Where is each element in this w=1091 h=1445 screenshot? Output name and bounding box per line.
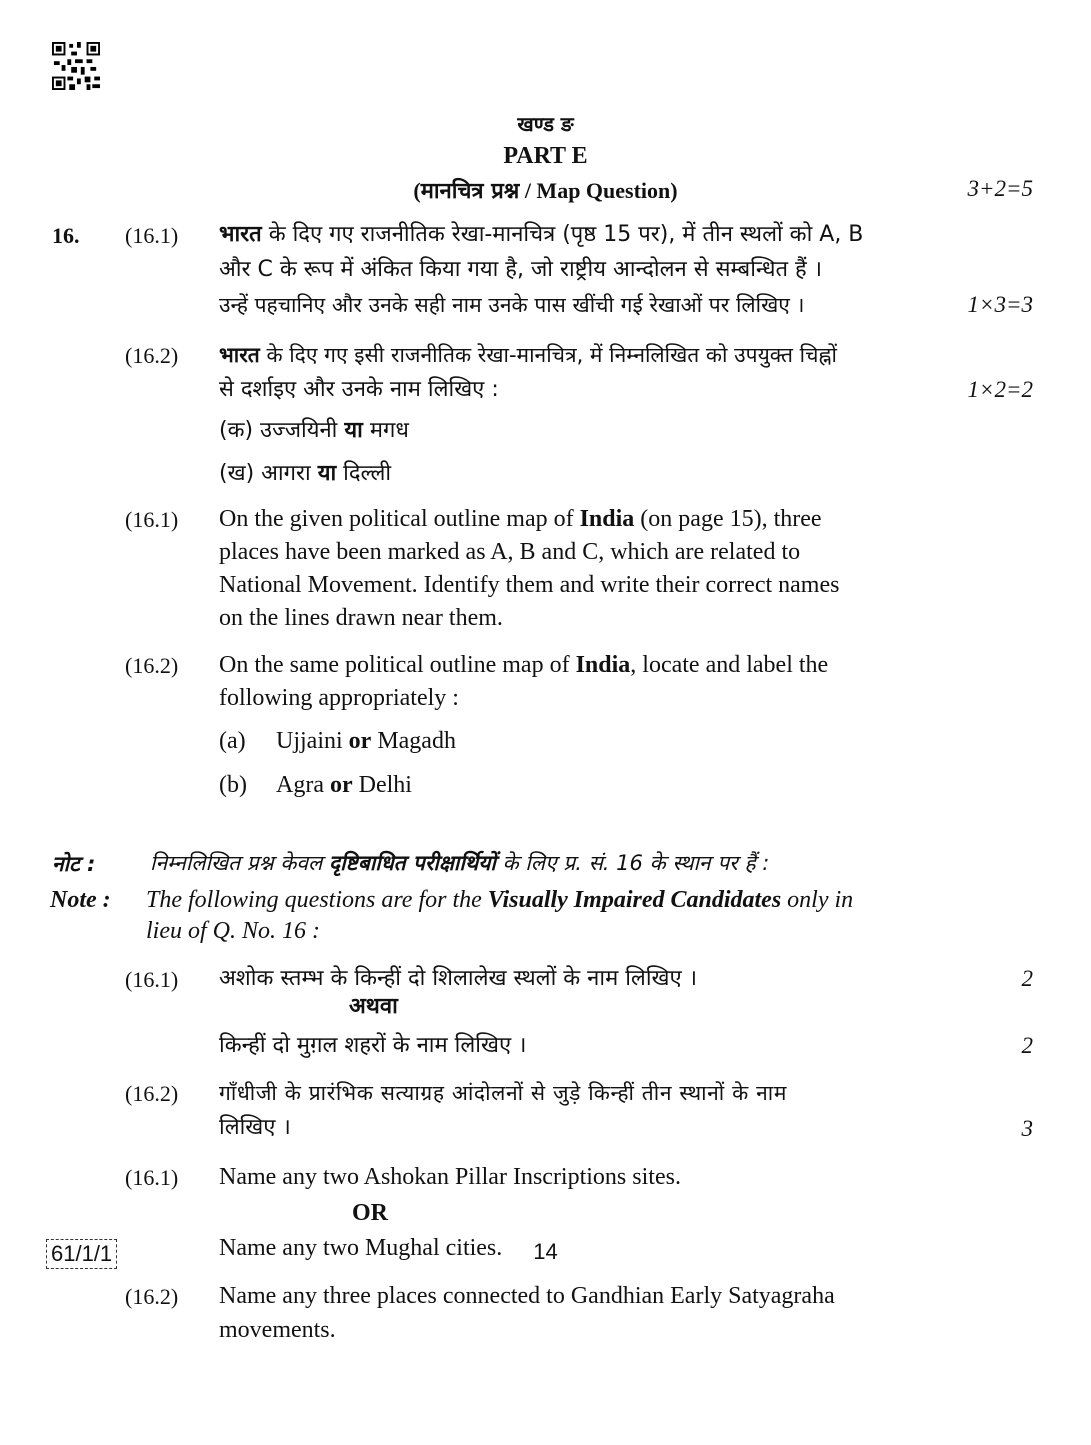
subtitle-hindi: मानचित्र प्रश्न bbox=[420, 179, 520, 204]
vi-16-2-hindi-label: (16.2) bbox=[125, 1081, 179, 1106]
q16-2-english-line1: On the same political outline map of India, locate and label the bbox=[219, 652, 829, 678]
q16-1-hindi-line1: भारत के दिए गए राजनीतिक रेखा-मानचित्र (पृष्ठ 15 पर), में तीन स्थलों को A, B bbox=[219, 222, 864, 247]
q16-1-marks: 1×3=3 bbox=[967, 292, 1033, 317]
q16-2-option-b: Agra or Delhi bbox=[276, 772, 412, 798]
q16-2-hindi-option-b: (ख) आगरा या दिल्ली bbox=[219, 461, 392, 486]
note-label-hindi: नोट : bbox=[52, 852, 96, 876]
vi-16-1-english-text: Name any two Ashokan Pillar Inscriptions sites. bbox=[219, 1164, 681, 1190]
subtitle-english: / Map Question bbox=[519, 178, 671, 203]
vi-16-1-hindi-alt: किन्हीं दो मुग़ल शहरों के नाम लिखिए । bbox=[219, 1033, 527, 1058]
q16-1-english-line1: On the given political outline map of India (on page 15), three bbox=[219, 506, 822, 532]
vi-16-2-english-label: (16.2) bbox=[125, 1284, 179, 1309]
note-label-english: Note : bbox=[50, 887, 111, 913]
q16-2-option-a-label: (a) bbox=[219, 728, 246, 754]
vi-16-2-hindi-line1: गाँधीजी के प्रारंभिक सत्याग्रह आंदोलनों से जुड़े किन्हीं तीन स्थानों के नाम bbox=[219, 1081, 787, 1105]
paper-code: 61/1/1 bbox=[46, 1239, 117, 1269]
subtitle-open: ( bbox=[413, 178, 421, 203]
note-text-english-line1: The following questions are for the Visually Impaired Candidates only in bbox=[146, 887, 854, 913]
q16-2-english-line2: following appropriately : bbox=[219, 685, 459, 711]
q16-1-english-line4: on the lines drawn near them. bbox=[219, 605, 503, 631]
note-text-hindi: निम्नलिखित प्रश्न केवल दृष्टिबाधित परीक्षार्थियों के लिए प्र. सं. 16 के स्थान पर हैं : bbox=[150, 851, 770, 875]
section-marks: 3+2=5 bbox=[967, 176, 1033, 201]
vi-16-2-english-line2: movements. bbox=[219, 1317, 336, 1343]
q16-2-option-b-label: (b) bbox=[219, 772, 247, 798]
q16-1-english-line2: places have been marked as A, B and C, which are related to bbox=[219, 539, 801, 565]
part-subtitle bbox=[0, 175, 1091, 205]
vi-16-2-hindi-line2: लिखिए । bbox=[219, 1115, 291, 1140]
question-number: 16. bbox=[52, 223, 80, 248]
q16-1-hindi-line2: और C के रूप में अंकित किया गया है, जो राष्ट्रीय आन्दोलन से सम्बन्धित हैं । bbox=[219, 257, 823, 282]
q16-2-marks: 1×2=2 bbox=[967, 377, 1033, 402]
q16-2-hindi-option-a: (क) उज्जयिनी या मगध bbox=[219, 418, 409, 443]
section-title-hindi: खण्ड ङ bbox=[517, 112, 574, 136]
vi-16-1-hindi-label: (16.1) bbox=[125, 967, 179, 992]
vi-16-1-english-or: OR bbox=[352, 1200, 388, 1226]
q16-1-english-label: (16.1) bbox=[125, 507, 179, 532]
q16-2-hindi-line2: से दर्शाइए और उनके नाम लिखिए : bbox=[219, 377, 499, 402]
q16-1-hindi-line3: उन्हें पहचानिए और उनके सही नाम उनके पास खींची गई रेखाओं पर लिखिए । bbox=[219, 293, 805, 317]
vi-16-2-english-line1: Name any three places connected to Gandhian Early Satyagraha bbox=[219, 1283, 835, 1309]
subtitle-close: ) bbox=[670, 178, 678, 203]
vi-16-1-english-alt: Name any two Mughal cities. bbox=[219, 1235, 503, 1261]
q16-2-hindi-label: (16.2) bbox=[125, 343, 179, 368]
page-number: 14 bbox=[533, 1239, 558, 1264]
vi-16-1-hindi-or: अथवा bbox=[349, 994, 398, 1019]
q16-2-hindi-line1: भारत के दिए गए इसी राजनीतिक रेखा-मानचित्र, में निम्नलिखित को उपयुक्त चिह्नों bbox=[219, 343, 837, 367]
vi-16-2-marks: 3 bbox=[1021, 1116, 1033, 1141]
vi-16-1-english-label: (16.1) bbox=[125, 1165, 179, 1190]
qr-code-icon bbox=[52, 42, 100, 90]
part-title: PART E bbox=[503, 143, 588, 169]
q16-2-english-label: (16.2) bbox=[125, 653, 179, 678]
q16-1-hindi-label: (16.1) bbox=[125, 223, 179, 248]
note-text-english-line2: lieu of Q. No. 16 : bbox=[146, 918, 320, 944]
vi-16-1-alt-marks: 2 bbox=[1021, 1033, 1033, 1058]
vi-16-1-marks: 2 bbox=[1021, 966, 1033, 991]
q16-1-english-line3: National Movement. Identify them and write their correct names bbox=[219, 572, 840, 598]
q16-2-option-a: Ujjaini or Magadh bbox=[276, 728, 456, 754]
vi-16-1-hindi-text: अशोक स्तम्भ के किन्हीं दो शिलालेख स्थलों के नाम लिखिए । bbox=[219, 966, 698, 991]
